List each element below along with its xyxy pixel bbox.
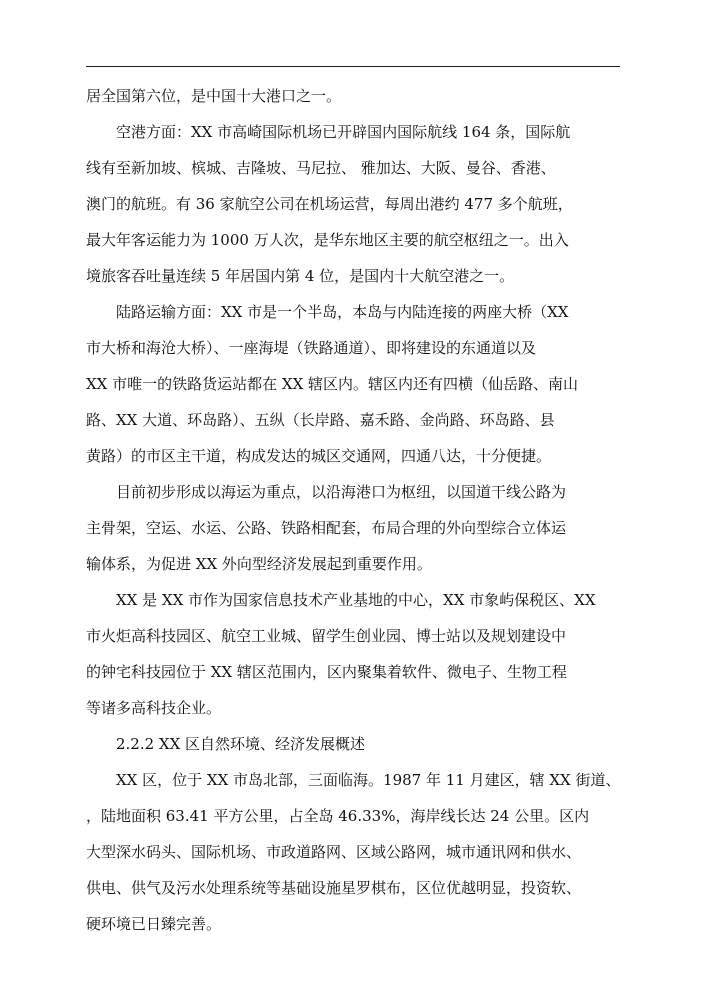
section-heading	[86, 726, 626, 762]
text-line: 境旅客吞吐量连续 5 年居国内第 4 位，是国内十大航空港之一。	[86, 267, 515, 285]
header-rule	[86, 66, 620, 67]
text-line: 最大年客运能力为 1000 万人次，是华东地区主要的航空枢纽之一。出入	[86, 231, 569, 249]
paragraph	[86, 78, 626, 114]
text-line: 主骨架，空运、水运、公路、铁路相配套，布局合理的外向型综合立体运	[86, 519, 567, 537]
text-line: 市大桥和海沧大桥）、一座海堤（铁路通道）、即将建设的东通道以及	[86, 339, 537, 357]
text-line: 陆路运输方面：XX 市是一个半岛，本岛与内陆连接的两座大桥（XX	[116, 303, 569, 321]
text-line: 的钟宅科技园位于 XX 辖区范围内，区内聚集着软件、微电子、生物工程	[86, 663, 567, 681]
section-heading-text: 2.2.2 XX 区自然环境、经济发展概述	[116, 735, 366, 753]
final-paragraph-container	[86, 762, 626, 942]
final-paragraph	[86, 762, 626, 942]
text-line: 线有至新加坡、槟城、吉隆坡、马尼拉、 雅加达、大阪、曼谷、香港、	[86, 159, 556, 177]
paragraph	[86, 114, 626, 294]
paragraph-list	[86, 78, 626, 726]
text-line: 空港方面：XX 市高崎国际机场已开辟国内国际航线 164 条，国际航	[116, 123, 571, 141]
text-line: 供电、供气及污水处理系统等基础设施星罗棋布，区位优越明显，投资软、	[86, 879, 582, 897]
text-line: 输体系，为促进 XX 外向型经济发展起到重要作用。	[86, 555, 432, 573]
paragraph	[86, 582, 626, 726]
text-line: 黄路）的市区主干道，构成发达的城区交通网，四通八达，十分便捷。	[86, 447, 552, 465]
text-line: 硬环境已日臻完善。	[86, 915, 222, 933]
text-line: XX 市唯一的铁路货运站都在 XX 辖区内。辖区内还有四横（仙岳路、南山	[86, 375, 579, 393]
text-line: XX 是 XX 市作为国家信息技术产业基地的中心，XX 市象屿保税区、XX	[116, 591, 596, 609]
paragraph	[86, 474, 626, 582]
text-line: 市火炬高科技园区、航空工业城、留学生创业园、博士站以及规划建设中	[86, 627, 567, 645]
text-line: 大型深水码头、国际机场、市政道路网、区域公路网，城市通讯网和供水、	[86, 843, 582, 861]
text-line: 等诸多高科技企业。	[86, 699, 222, 717]
paragraph	[86, 294, 626, 474]
document-body	[86, 78, 626, 942]
text-line: 路、XX 大道、环岛路）、五纵（长岸路、嘉禾路、金尚路、环岛路、县	[86, 411, 555, 429]
text-line: XX 区，位于 XX 市岛北部，三面临海。1987 年 11 月建区，辖 XX 街道、	[116, 771, 621, 789]
text-line: 居全国第六位，是中国十大港口之一。	[86, 87, 342, 105]
text-line: ，陆地面积 63.41 平方公里，占全岛 46.33%，海岸线长达 24 公里。区内	[86, 807, 590, 825]
text-line: 澳门的航班。有 36 家航空公司在机场运营，每周出港约 477 多个航班，	[86, 195, 573, 213]
text-line: 目前初步形成以海运为重点，以沿海港口为枢纽，以国道干线公路为	[116, 483, 567, 501]
